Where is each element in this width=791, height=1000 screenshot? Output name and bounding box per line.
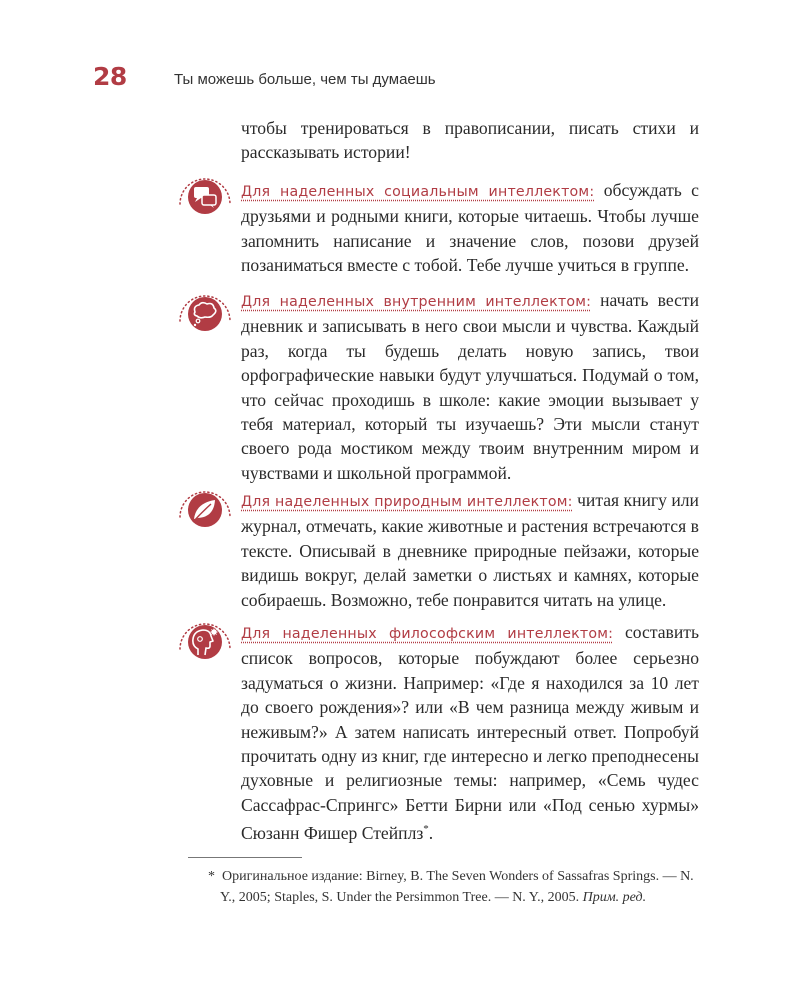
- thinking-head-icon: [176, 615, 234, 673]
- footnote-mark: *: [208, 869, 215, 884]
- running-title: Ты можешь больше, чем ты думаешь: [174, 71, 436, 88]
- section-text: начать вести дневник и записывать в него свои мысли и чувства. Каждый раз, когда ты будешь делать новую запись, твои орфографические навыки будут улучшаться. Подумай о том, что сейчас проходишь в школе: какие эмоции вызывает у тебя материал, который ты изучаешь? Эти мысли станут своего рода мостиком между твоим внутренним миром и чувствами и школьной программой.: [241, 290, 699, 483]
- speech-bubbles-icon: [176, 170, 234, 228]
- footnote: [208, 866, 700, 908]
- page-number: 28: [93, 62, 127, 91]
- section-inner: [241, 288, 699, 485]
- section-label: Для наделенных социальным интеллектом:: [241, 184, 595, 200]
- section-text: читая книгу или журнал, отмечать, какие животные и растения встречаются в тексте. Описывай в дневнике природные пейзажи, которые видишь вокруг, делай заметки о листьях и камнях, которые собираешь. Возможно, тебе понравится читать на улице.: [241, 490, 699, 610]
- footnote-divider: [188, 857, 302, 858]
- thought-cloud-icon: [176, 287, 234, 345]
- section-end: .: [428, 823, 434, 844]
- intro-paragraph: чтобы тренироваться в правописании, писать стихи и рассказывать истории!: [241, 118, 699, 163]
- section-label: Для наделенных природным интеллектом:: [241, 494, 573, 510]
- section-label: Для наделенных философским интеллектом:: [241, 626, 614, 642]
- section-social: [241, 178, 699, 278]
- footnote-text: Оригинальное издание: Birney, B. The Seven Wonders of Sassafras Springs. — N. Y., 2005; Staples, S. Under the Persimmon Tree. — N. Y., 2005.: [220, 869, 694, 905]
- section-text: обсуждать с друзьями и родными книги, которые читаешь. Чтобы лучше запомнить написание и значение слов, позови друзей позаниматься вместе с тобой. Тебе лучше учиться в группе.: [241, 180, 699, 276]
- section-philosophical: [241, 620, 699, 846]
- editor-note: Прим. ред.: [582, 890, 647, 905]
- leaf-icon: [176, 483, 234, 541]
- section-text: составить список вопросов, которые побуждают более серьезно задуматься о жизни. Например: «Где я находился за 10 лет до своего рождения»? или «В чем разница между живым и неживым?» А затем написать интересный ответ. Попробуй прочитать одну из книг, где интересно и легко преподнесены духовные и религиозные темы: например, «Семь чудес Сассафрас-Спрингс» Бетти Бирни или «Под сенью хурмы» Сюзанн Фишер Стейплз: [241, 622, 699, 844]
- footnote-mark: *: [423, 823, 429, 836]
- section-label: Для наделенных внутренним интеллектом:: [241, 294, 592, 310]
- section-nature: [241, 488, 699, 612]
